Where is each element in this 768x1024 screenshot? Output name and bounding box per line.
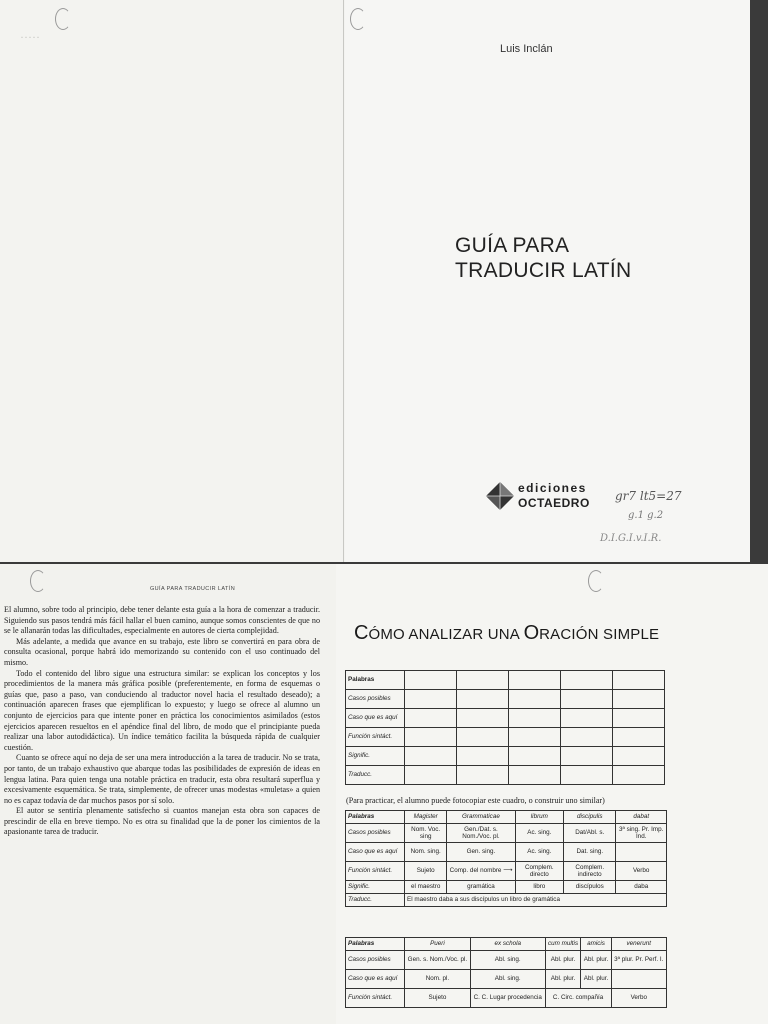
title-page [345,0,750,562]
analysis-page [336,564,768,1024]
running-head: GUÍA PARA TRADUCIR LATÍN [150,586,236,592]
example-table-2: Palabras Pueri ex schola cum multis amicis venerunt Casos posibles Gen. s. Nom./Voc. pl. Abl. sing. Abl. plur. Abl. plur. 3ª plur. Pr. Perf. I. Caso que es aquí Nom. pl. Abl. sing. Abl. plur. Abl. plur. Función sintáct. Sujeto C. C. Lugar procedencia C. Circ. compañía Verbo [345,937,667,1008]
handwritten-note-1: gr7 lt5=27 [615,489,682,503]
section-heading: CÓMO ANALIZAR UNA ORACIÓN SIMPLE [354,622,660,644]
title-line-1: GUÍA PARA [455,234,570,257]
publisher-line-2: OCTAEDRO [518,496,590,510]
paragraph: El autor se sentiría plenamente satisfecho si cuantos manejan esta obra son capaces de prescindir de ella en breve tiempo. No es otra su finalidad que la de poner los cimientos de la apasionante tarea de traducir. [4,806,320,837]
binding-hole [588,570,604,592]
paragraph: El alumno, sobre todo al principio, debe tener delante esta guía a la hora de comenzar a traducir. Siguiendo sus pasos tendrá más fácil hallar el buen camino, aunque somos conscientes de que no se le allanarán todas las dificultades, especialmente en autores de cierta complejidad. [4,605,320,636]
paragraph: Todo el contenido del libro sigue una estructura similar: se explican los conceptos y los procedimientos de la manera más gráfica posible (preferentemente, en forma de esquemas o guías que, paso a paso, van conduciendo al traductor novel hacia el resultado deseado); a continuación aparecen frases que ejemplifican lo expuesto; y luego se ofrece al alumno un conjunto de ejercicios para que intente poner en práctica los conocimientos asimilados (estos ejercicios aparecen resueltos en el apéndice final del libro, de modo que el principiante pueda realizar una labor autodidáctica). Un índice temático facilita la búsqueda rápida de cualquier cuestión. [4,668,320,752]
publisher-line-1: ediciones [518,481,587,495]
example-table-1: Palabras Magister Grammaticae librum discipulis dabat Casos posibles Nom. Voc. sing Gen./Dat. s. Nom./Voc. pl. Ac. sing. Dat/Abl. s. 3ª sing. Pr. Imp. Ind. Caso que es aquí Nom. sing. Gen. sing. Ac. sing. Dat. sing. Función sintáct. Sujeto Comp. del nombre ⟶ Complem. directo Complem. indirecto Verbo Signific. el maestro gramática libro discípulos daba Traducc. El maestro daba a sus discípulos un libro de gramática [345,810,667,907]
publisher-imprint [485,481,590,511]
handwritten-note-2: g.1 g.2 [628,510,664,521]
book-title [455,233,632,283]
inside-cover-page [0,0,345,562]
binding-hole [30,570,46,592]
blank-analysis-table: Palabras Casos posibles Caso que es aquí Función sintáct. Signific. Traducc. [345,670,665,785]
title-line-2: TRADUCIR LATÍN [455,259,632,282]
binding-hole [55,8,71,30]
page-fold [343,0,344,562]
practice-note: (Para practicar, el alumno puede fotocopiar este cuadro, o construir uno similar) [346,796,605,805]
handwritten-note-3: D.I.G.I.v.I.R. [600,533,662,544]
paragraph: Más adelante, a medida que avance en su trabajo, este libro se convertirá en para obra de consulta ocasional, porque habrá ido memorizando su contenido con el uso continuado del mismo. [4,636,320,667]
intro-text [4,605,320,838]
octaedro-logo-icon [485,481,515,511]
introduction-page [0,564,336,1024]
binding-hole [350,8,366,30]
paragraph: Cuanto se ofrece aquí no deja de ser una mera introducción a la tarea de traducir. No se trata, por tanto, de un trabajo exhaustivo que abarque todas las posibilidades de expresión de ideas en lengua latina. Para quien tenga una notable práctica en traducir, esta obra resultará superflua y excesivamente esquemática. Se trata, simplemente, de ofrecer unas modestas «muletas» a quien no es capaz todavía de dar muchos pasos por sí solo. [4,753,320,805]
author-name: Luis Inclán [500,43,553,55]
bleed-through-text: ····· [20,30,40,44]
